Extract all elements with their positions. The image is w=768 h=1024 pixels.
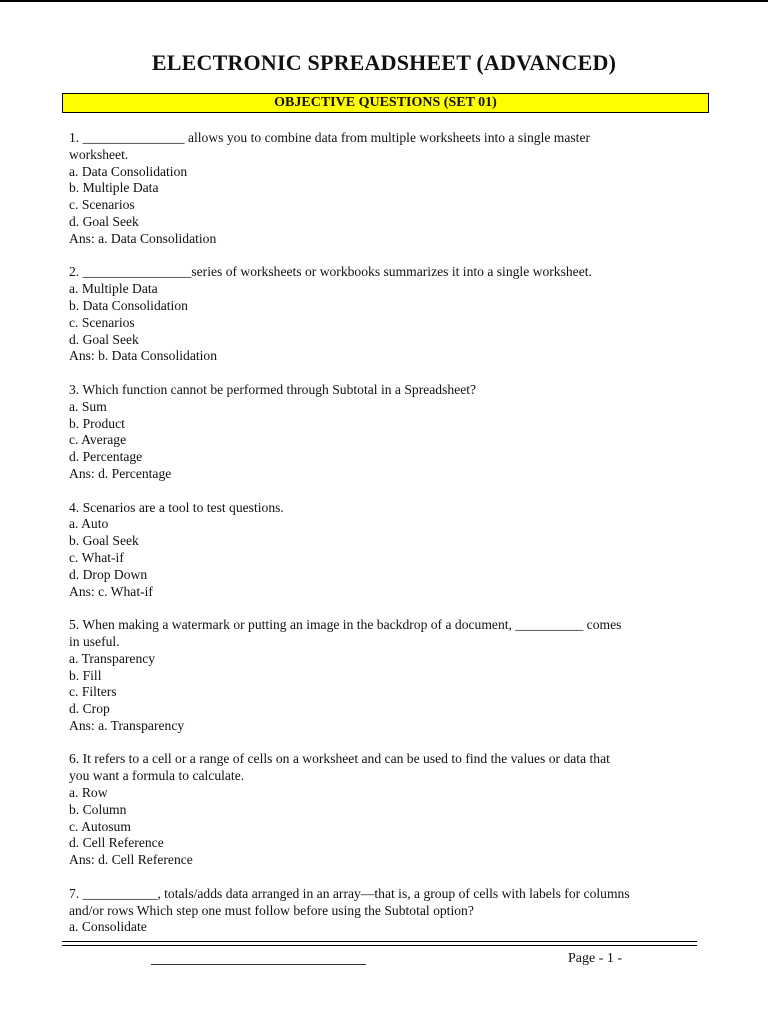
section-banner: OBJECTIVE QUESTIONS (SET 01) — [62, 93, 709, 113]
question-text-line: 6. It refers to a cell or a range of cells on a worksheet and can be used to find the values or data that — [69, 751, 610, 767]
option-a: a. Multiple Data — [69, 281, 158, 297]
top-border-rule — [0, 0, 768, 2]
question-text-line: 4. Scenarios are a tool to test questions. — [69, 499, 284, 515]
footer-blank-line — [151, 964, 366, 965]
question-text-line: you want a formula to calculate. — [69, 768, 245, 784]
document-title: ELECTRONIC SPREADSHEET (ADVANCED) — [151, 50, 617, 75]
option-c: c. Scenarios — [69, 197, 135, 213]
option-d: d. Drop Down — [69, 566, 148, 582]
option-a: a. Row — [69, 785, 108, 801]
question-text-line: and/or rows Which step one must follow before using the Subtotal option? — [69, 902, 474, 918]
option-d: d. Cell Reference — [69, 835, 164, 851]
question-1 — [69, 130, 709, 248]
option-b: b. Column — [69, 801, 127, 817]
option-a: a. Sum — [69, 398, 107, 414]
option-d: d. Goal Seek — [69, 331, 139, 347]
option-c: c. Average — [69, 432, 127, 448]
answer: Ans: b. Data Consolidation — [69, 348, 218, 364]
answer: Ans: a. Data Consolidation — [69, 230, 217, 246]
option-a: a. Transparency — [69, 650, 156, 666]
question-5 — [69, 617, 709, 735]
footer-rule — [62, 945, 697, 946]
question-text-line: in useful. — [69, 633, 120, 649]
option-a: a. Auto — [69, 516, 109, 532]
option-c: c. Autosum — [69, 818, 131, 834]
answer: Ans: d. Percentage — [69, 465, 172, 481]
option-b: b. Multiple Data — [69, 180, 159, 196]
question-7 — [69, 886, 709, 936]
question-2 — [69, 264, 709, 365]
question-text-line: 1. _______________ allows you to combine data from multiple worksheets into a single master — [69, 130, 591, 145]
option-c: c. What-if — [69, 549, 124, 565]
answer: Ans: c. What-if — [69, 583, 153, 599]
question-list — [69, 130, 709, 953]
question-text-line: 7. ___________, totals/adds data arranged in an array—that is, a group of cells with labels for columns — [69, 885, 630, 901]
footer-rule — [62, 941, 697, 942]
option-a: a. Consolidate — [69, 919, 147, 935]
option-b: b. Product — [69, 415, 125, 431]
question-text-line: 2. ________________series of worksheets or workbooks summarizes it into a single worksheet. — [69, 264, 592, 280]
option-a: a. Data Consolidation — [69, 163, 188, 179]
option-b: b. Data Consolidation — [69, 297, 188, 313]
page-number: Page - 1 - — [568, 951, 623, 966]
option-b: b. Fill — [69, 667, 102, 683]
question-text-line: 5. When making a watermark or putting an image in the backdrop of a document, __________ comes — [69, 617, 622, 633]
question-text-line: 3. Which function cannot be performed through Subtotal in a Spreadsheet? — [69, 381, 477, 397]
option-d: d. Percentage — [69, 449, 143, 465]
option-c: c. Scenarios — [69, 314, 135, 330]
answer: Ans: d. Cell Reference — [69, 852, 193, 868]
question-text-line: worksheet. — [69, 146, 129, 162]
option-c: c. Filters — [69, 684, 117, 700]
question-6 — [69, 751, 709, 869]
answer: Ans: a. Transparency — [69, 717, 185, 733]
option-d: d. Crop — [69, 701, 110, 717]
option-d: d. Goal Seek — [69, 213, 139, 229]
option-b: b. Goal Seek — [69, 533, 139, 549]
question-3 — [69, 382, 709, 483]
question-4 — [69, 500, 709, 601]
